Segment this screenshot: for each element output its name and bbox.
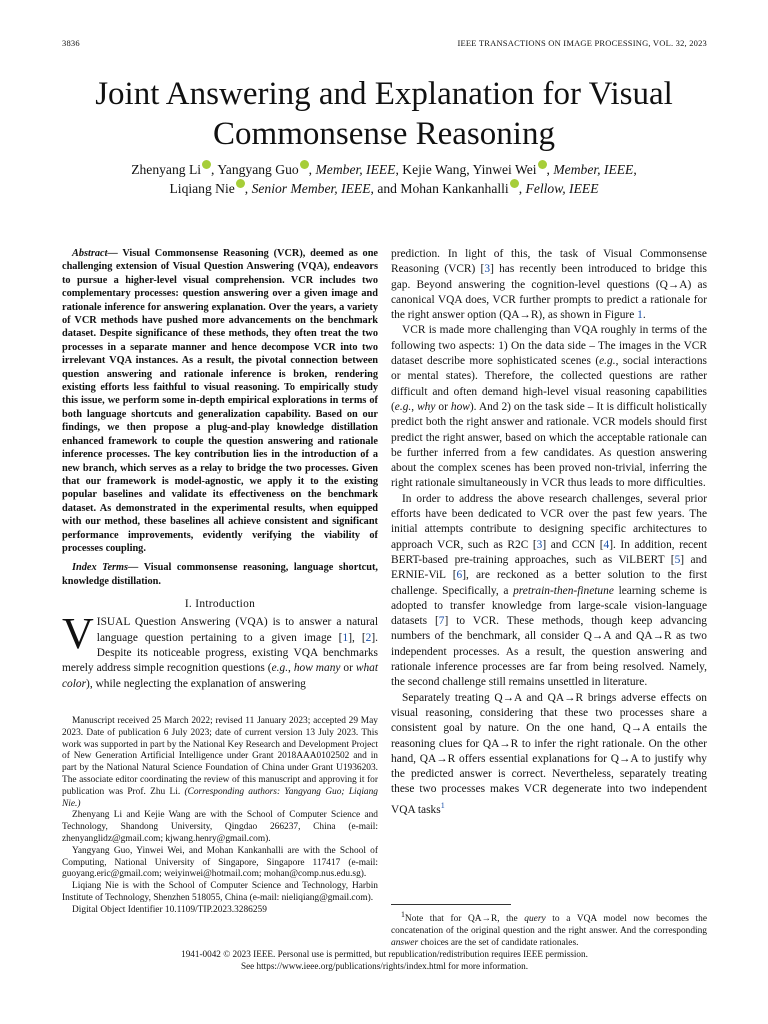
- author-role: Member, IEEE: [553, 162, 634, 177]
- orcid-icon[interactable]: [510, 179, 519, 188]
- body-paragraph: [391, 247, 707, 323]
- title-line-2: Commonsense Reasoning: [213, 116, 555, 152]
- footnote-1: [391, 909, 707, 950]
- body-text: .: [642, 309, 646, 322]
- doi-note: Digital Object Identifier 10.1109/TIP.2023.3286259: [72, 904, 267, 915]
- index-terms-label: Index Terms—: [72, 562, 139, 574]
- body-text: how: [450, 400, 470, 413]
- body-text: ] has recently been introduced to bridge this gap. Beyond answering the cognition-level questions (Q→A) as canonical VQA does, VCR further prompts to predict a rationale for the right answer option (QA→R), as shown in Figure: [391, 263, 707, 322]
- citation-link[interactable]: 5: [674, 553, 681, 566]
- paper-title: [60, 74, 708, 154]
- body-text: e.g.: [599, 355, 616, 368]
- affiliation-note: Liqiang Nie is with the School of Computer Science and Technology, Harbin Institute of Technology, Shenzhen 518055, China (e-mail: nieliqiang@gmail.com).: [62, 881, 378, 903]
- citation-link[interactable]: 1: [342, 631, 349, 644]
- abstract-text: Visual Commonsense Reasoning (VCR), deemed as one challenging extension of Visual Question Answering (VQA), endeavors to pursue a higher-level visual comprehension. VCR includes two complementary processes: question answering over a given image and rationale inference for answering explanation. Over the years, a variety of VCR methods have pushed more advancements on the benchmark dataset. Despite significance of these methods, they often treat the two processes in a separate manner and hence decompose VCR into two irrelevant VQA instances. As a result, the pivotal connection between question answering and rationale inference is broken, rendering existing efforts less faithful to visual reasoning. To empirically study this issue, we perform some in-depth empirical explorations in terms of both language shortcuts and generalization capability. Based on our findings, we then propose a plug-and-play knowledge distillation enhanced framework to couple the question answering and rationale inference processes. The key contribution lies in the introduction of a new branch, which serves as a relay to bridge the two processes. Given that our framework is model-agnostic, we apply it to the existing popular baselines and validate its effectiveness on the benchmark dataset. As demonstrated in the experimental results, when equipped with our method, these baselines all achieve consistent and significant performance improvements, evidently verifying the viability of processes coupling.: [62, 248, 378, 554]
- affiliation-note: Zhenyang Li and Kejie Wang are with the School of Computer Science and Technology, Shandong University, Qingdao 266237, China (e-mail: zhenyanglidz@gmail.com; kjwang.henry@gmail.com).: [62, 810, 378, 844]
- right-footnote: [391, 904, 707, 950]
- author-role: Senior Member, IEEE: [251, 181, 371, 196]
- body-text: VCR is made more challenging than VQA roughly in terms of the following two aspects: 1) On the data side – The images in the VCR dataset describe more sophisticated scenes (: [391, 324, 707, 368]
- drop-cap: V: [62, 609, 94, 659]
- corresponding-authors: (Corresponding authors: Yangyang Guo; Liqiang Nie.): [62, 786, 378, 809]
- index-terms-text: Visual commonsense reasoning, language shortcut, knowledge distillation.: [62, 562, 378, 587]
- right-column: [391, 247, 707, 818]
- citation-link[interactable]: 2: [365, 631, 372, 644]
- title-line-1: Joint Answering and Explanation for Visual: [95, 76, 673, 112]
- affiliation-note: Yangyang Guo, Yinwei Wei, and Mohan Kankanhalli are with the School of Computing, National University of Singapore, Singapore 117417 (e-mail: guoyang.eric@gmail.com; weiyinwei@hotmail.com; mohan@comp.nus.edu.sg).: [62, 845, 378, 880]
- body-text: ]. In addition, recent BERT-based pre-training approaches, such as ViLBERT [: [391, 538, 708, 566]
- body-text: ] to VCR. These methods, though keep advancing numbers of the benchmark, all consider Q→A and QA→R as two independent processes. As a result, the question answering and rationale inference processes are far from being resolved. Namely, the second challenge still remains unsettled in literature.: [391, 615, 708, 689]
- body-paragraph: [391, 691, 707, 818]
- body-paragraph: [391, 492, 707, 691]
- intro-text: ]. Despite its noticeable progress, existing VQA benchmarks merely address simple recognition questions (: [62, 631, 378, 675]
- body-text: pretrain-then-finetune: [513, 584, 614, 597]
- body-text: ] and CCN [: [542, 538, 604, 551]
- citation-link[interactable]: 3: [484, 263, 491, 276]
- manuscript-note: [62, 716, 378, 810]
- citation-link[interactable]: 6: [456, 569, 463, 582]
- body-text: e.g.: [394, 400, 412, 413]
- page-number: 3836: [62, 38, 80, 48]
- author-name: Yangyang Guo: [217, 162, 299, 177]
- body-text: why: [417, 400, 436, 413]
- citation-link[interactable]: 3: [536, 538, 543, 551]
- citation-link[interactable]: 4: [603, 538, 610, 551]
- footnote-link[interactable]: 1: [440, 800, 445, 810]
- orcid-icon[interactable]: [300, 160, 309, 169]
- citation-link[interactable]: 7: [438, 615, 445, 628]
- intro-text: e.g.: [271, 662, 289, 675]
- author-name: Liqiang Nie: [169, 181, 235, 196]
- footnote-text: Note that for QA→R, the: [404, 914, 525, 925]
- author-name: Kejie Wang: [402, 162, 467, 177]
- body-text: ], are reckoned as a better solution to the first challenge. Specifically, a: [391, 569, 707, 597]
- manuscript-text: Manuscript received 25 March 2022; revised 11 January 2023; accepted 29 May 2023. Date of publication 6 July 2023; date of current version 13 July 2023. This work was supported in part by the National Key Research and Development Project of New Generation Artificial Intelligence under Grant 2018AAA0102502 and in part by the National Natural Science Foundation of China under Grant U1936203. The associate editor coordinating the review of this manuscript and approving it for publication was Prof. Zhu Li.: [62, 716, 378, 797]
- rights-line: See https://www.ieee.org/publications/rights/index.html for more information.: [240, 961, 529, 971]
- intro-text: ), while neglecting the explanation of answering: [86, 677, 306, 690]
- orcid-icon[interactable]: [236, 179, 245, 188]
- footnote-divider: [391, 904, 511, 905]
- body-paragraph: [391, 323, 707, 491]
- body-text: In order to address the above research challenges, several prior efforts have been dedicated to VCR over the past few years. The initial attempts contribute to designing specific architectures to approach VCR, such as R2C [: [391, 492, 707, 551]
- footnote-text: answer: [391, 937, 419, 948]
- body-text: prediction. In light of this, the task of Visual Commonsense Reasoning (VCR) [: [391, 248, 707, 276]
- body-text: ). And 2) on the task side – It is difficult holistically predict both the right answer and rationale. VCR models should first predict the right answer, based on which the acceptable rationale can be further inferred from a few candidates. As question answering about the complex scenes has been proved non-trivial, inferring the right rationale simultaneously in VCR thus leads to more difficulties.: [391, 400, 707, 490]
- intro-paragraph: [62, 609, 378, 691]
- orcid-icon[interactable]: [538, 160, 547, 169]
- intro-text: ], [: [348, 631, 366, 644]
- author-role: Member, IEEE: [315, 162, 396, 177]
- copyright-line: 1941-0042 © 2023 IEEE. Personal use is permitted, but republication/redistribution requires IEEE permission.: [181, 949, 588, 959]
- body-text: ] and ERNIE-ViL [: [391, 553, 707, 582]
- body-text: learning scheme is adopted to transfer knowledge from large-scale vision-language datasets [: [391, 584, 707, 628]
- abstract-label: Abstract—: [72, 248, 118, 259]
- orcid-icon[interactable]: [202, 160, 211, 169]
- section-heading: I. Introduction: [184, 598, 256, 611]
- footnote-text: choices are the set of candidate rationales.: [418, 937, 579, 948]
- intro-text: what color: [62, 662, 378, 690]
- index-terms: [62, 561, 378, 588]
- footnote-text: query: [524, 914, 546, 925]
- figure-link[interactable]: 1: [637, 309, 643, 322]
- author-conjunction: and: [377, 181, 397, 196]
- body-text: , social interactions or mental states). Therefore, the collected questions are rather difficult and often demand high-level visual reasoning capabilities (: [391, 355, 707, 413]
- author-name: Mohan Kankanhalli: [400, 181, 509, 196]
- intro-text: ,: [288, 662, 294, 675]
- author-name: Zhenyang Li: [131, 162, 202, 177]
- running-header: IEEE TRANSACTIONS ON IMAGE PROCESSING, VOL. 32, 2023: [457, 38, 707, 48]
- intro-text: or: [340, 662, 356, 675]
- left-column: [62, 247, 378, 692]
- author-name: Yinwei Wei: [472, 162, 537, 177]
- footnote-number: 1: [401, 910, 405, 919]
- abstract: [62, 247, 378, 555]
- author-role: Fellow, IEEE: [525, 181, 599, 196]
- left-footnotes: [62, 716, 378, 917]
- intro-text: how many: [293, 662, 341, 675]
- body-text: or: [435, 400, 451, 413]
- body-text: ,: [411, 400, 418, 413]
- author-list: Zhenyang Li , Yangyang Guo , Member, IEEE, Kejie Wang, Yinwei Wei , Member, IEEE, Liqiang Nie , Senior Member, IEEE, and Mohan Kankanhalli , Fellow, IEEE: [131, 162, 637, 196]
- intro-text: ISUAL Question Answering (VQA) is to answer a natural language question pertaining to a given image [: [96, 616, 378, 644]
- footnote-text: to a VQA model now becomes the concatenation of the original question and the right answer. And the corresponding: [391, 914, 707, 936]
- body-text: Separately treating Q→A and QA→R brings adverse effects on visual reasoning, considering that these two processes share a consistent goal by nature. On the one hand, Q→A entails the reasoning clues for QA→R to infer the right rationale. On the other hand, QA→R offers essential explanations for Q→A to justify why the predicted answer is correct. Nevertheless, separately treating these two processes makes VCR degenerate into two independent VQA tasks: [391, 691, 707, 816]
- copyright-footer: [62, 948, 707, 972]
